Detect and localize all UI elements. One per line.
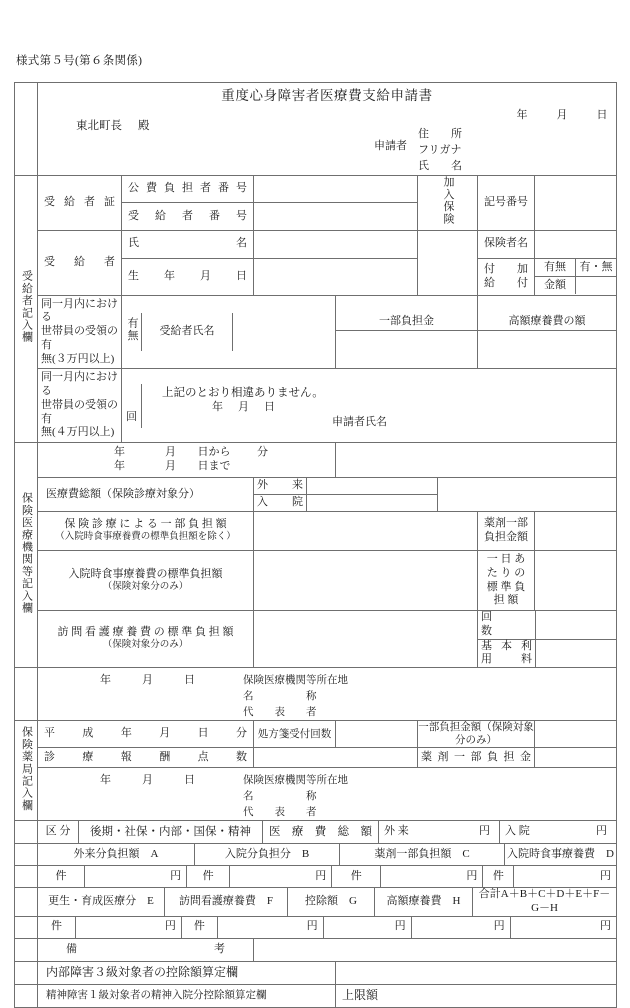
- summary-col-header: 控除額 G: [288, 888, 375, 916]
- count-basic-block: [478, 611, 617, 668]
- pharmacy-partial-burden-input[interactable]: [535, 721, 617, 748]
- public-payer-number-label-text: 公費負担者番号: [128, 182, 247, 195]
- high-cost-input[interactable]: [478, 331, 616, 352]
- per-day-input[interactable]: [535, 551, 617, 611]
- institution-period-row: [15, 443, 617, 478]
- per-day-line1: 一 日 あ た り の: [486, 553, 526, 579]
- header-day-label: 日: [596, 109, 609, 121]
- basic-fee-label: 基 本 利 用 料: [478, 639, 536, 667]
- additional-benefit-label-text: 付 加 給 付: [484, 262, 539, 289]
- remarks-input[interactable]: [254, 938, 617, 961]
- inpatient-input[interactable]: [307, 495, 438, 512]
- recipient-number-label: [122, 203, 254, 230]
- period-to-day: 日まで: [197, 460, 231, 473]
- recipient-number-label-text: 受給者番号: [128, 209, 247, 222]
- certify-text-area: [142, 384, 617, 428]
- remarks-label: [38, 938, 254, 961]
- meal-standard-row: [15, 551, 617, 611]
- summary-count-cell[interactable]: 件: [332, 866, 381, 887]
- high-cost-block: [478, 295, 617, 369]
- summary-col-header: 入院分負担分 B: [195, 844, 340, 865]
- drug-partial-input[interactable]: [535, 512, 617, 551]
- applicant-label: 申請者: [374, 140, 407, 152]
- header-month-label: 月: [556, 109, 569, 121]
- summary-col-header: 更生・育成医療分 E: [38, 888, 165, 916]
- efgh-value-inner-row: [38, 917, 616, 938]
- outpatient-label: 外 来: [254, 478, 307, 495]
- header-left-spacer: [15, 83, 38, 176]
- certify-statement: 上記のとおり相違ありません。: [162, 386, 324, 399]
- pharmacy-row-2: [15, 748, 617, 768]
- pharmacy-points-label: [38, 748, 254, 768]
- summary-inpatient-cell[interactable]: [500, 821, 617, 843]
- summary-abcd-header-row: [15, 844, 617, 866]
- public-payer-number-input[interactable]: [254, 176, 418, 203]
- pharmacy-date-text: [38, 727, 253, 741]
- drug-partial-label: [478, 512, 535, 551]
- period-from-line: [38, 446, 335, 460]
- household-3man-label: [38, 295, 122, 369]
- summary-outpatient-unit: 円: [479, 825, 490, 838]
- pharmacy-drug-partial-input[interactable]: [535, 748, 617, 768]
- summary-inpatient-unit: 円: [596, 825, 608, 838]
- total-medical-extra[interactable]: [438, 478, 617, 511]
- institution-footer-row: [15, 668, 617, 721]
- certify-block: [122, 369, 617, 443]
- sidebar-label-recipient: [15, 176, 38, 443]
- additional-benefit-values: [535, 258, 617, 295]
- summary-col-header: 薬剤一部負担額 C: [340, 844, 505, 865]
- summary-efgh-header-row: [15, 888, 617, 917]
- public-payer-number-label: [122, 176, 254, 203]
- partial-burden-block: [336, 295, 478, 369]
- period-value-input[interactable]: [336, 443, 617, 478]
- prescription-count-label: 処方箋受付回数: [254, 721, 336, 748]
- summary-abcd-header: [38, 844, 617, 866]
- pharmacy-points-label-text: 診 療 報 酬 点 数: [44, 750, 247, 763]
- recipient-cert-label: [38, 176, 122, 231]
- summary-outpatient-label: 外 来: [384, 825, 409, 838]
- institution-name-label: 名 称: [243, 690, 317, 702]
- partial-burden-line2: （入院時食事療養費の標準負担額を除く）: [55, 532, 236, 542]
- summary-count-cell[interactable]: 件: [187, 866, 230, 887]
- prescription-count-input[interactable]: [336, 721, 418, 748]
- summary-outpatient-cell[interactable]: [379, 821, 500, 843]
- pharmacy-date-line: [38, 721, 254, 748]
- insurer-name-label: 保険者名: [478, 230, 535, 258]
- total-medical-label: 医療費総額（保険診療対象分）: [38, 478, 254, 512]
- household-3man-line3: 無(３万円以上): [41, 352, 115, 365]
- summary-inpatient-label: 入 院: [505, 825, 530, 838]
- recipient-name-field-input[interactable]: [233, 313, 336, 332]
- period-to-year: 年: [114, 460, 125, 473]
- birthdate-input[interactable]: [254, 258, 418, 295]
- header-year-label: 年: [516, 109, 529, 121]
- summary-yen-cell[interactable]: 円: [600, 920, 612, 933]
- insurance-vertical-label-2: [418, 230, 478, 295]
- summary-abcd-value-row: [15, 866, 617, 888]
- summary-count-cell[interactable]: 件: [483, 866, 514, 887]
- pharmacy-bun: 分: [236, 727, 248, 740]
- applicant-address-label: 住 所: [418, 128, 462, 140]
- form-number: 様式第５号(第６条関係): [16, 55, 143, 67]
- mental-grade1-row: [15, 984, 617, 1007]
- partial-burden-amount-input[interactable]: [254, 512, 478, 551]
- addressee-line: [76, 119, 150, 133]
- symbol-number-label: 記号番号: [478, 176, 535, 231]
- period-to-month: 月: [165, 460, 176, 473]
- institution-footer-year: 年: [100, 674, 111, 687]
- recipient-cert-label-text: 受給者証: [44, 195, 115, 208]
- presence-label: 有無: [535, 259, 576, 277]
- summary-col-header: 訪問看護療養費 F: [165, 888, 288, 916]
- household-4man-label: [38, 369, 122, 443]
- institution-rep-label: 代 表 者: [243, 706, 317, 718]
- kai-label[interactable]: 回: [122, 384, 142, 428]
- period-from-month: 月: [165, 446, 176, 459]
- header-row: [15, 83, 617, 176]
- insurance-vertical-label-text: 加入保険: [441, 176, 454, 225]
- total-medical-row: [15, 478, 617, 512]
- header-date-line: [517, 109, 609, 123]
- recipient-row-name: [15, 230, 617, 258]
- pharmacy-name-label: 名 称: [243, 791, 317, 803]
- certify-applicant-name: 申請者氏名: [332, 415, 387, 428]
- meal-standard-line1: 入院時食事療養費の標準負担額: [68, 567, 223, 580]
- visit-nursing-desc: [38, 611, 254, 668]
- summary-yen-cell[interactable]: 円: [217, 917, 323, 938]
- pharmacy-era: 平成: [44, 727, 121, 740]
- pharmacy-footer-year: 年: [100, 774, 111, 787]
- u-mu-vertical-label-text[interactable]: 有無: [125, 317, 138, 342]
- per-day-line2: 標 準 負 担 額: [486, 580, 526, 607]
- drug-partial-line1: 薬剤一部: [484, 517, 528, 530]
- basic-fee-input[interactable]: [536, 639, 617, 667]
- internal-grade3-input[interactable]: [336, 961, 617, 984]
- certify-month: 月: [238, 400, 249, 413]
- meal-standard-input[interactable]: [254, 551, 478, 611]
- applicant-name-label: 氏 名: [418, 159, 462, 172]
- summary-efgh-values: [38, 916, 617, 938]
- upper-limit-label: 上限額: [342, 988, 379, 1003]
- sidebar-label-pharmacy-text: 保険薬局記入欄: [20, 725, 33, 812]
- amount-label: 金額: [535, 277, 576, 295]
- internal-grade3-row: [15, 961, 617, 984]
- summary-yen-cell[interactable]: 円: [85, 866, 187, 887]
- pharmacy-address-label: 保険医療機関等所在地: [243, 775, 348, 787]
- pharmacy-footer-date: [100, 774, 195, 788]
- pharmacy-footer-day: 日: [184, 774, 195, 787]
- summary-yen-cell[interactable]: 円: [323, 917, 411, 938]
- drug-partial-line2: 負担金額: [484, 531, 528, 544]
- institution-address-label: 保険医療機関等所在地: [243, 675, 348, 687]
- additional-benefit-label: [478, 258, 539, 295]
- mental-grade1-label: 精神障害１級対象者の精神入院分控除額算定欄: [38, 984, 336, 1007]
- household-3man-line2: 世帯員の受領の有: [41, 325, 118, 351]
- period-from-day: 日から: [197, 446, 231, 459]
- institution-footer-date: [100, 674, 195, 688]
- summary-classification-block: [38, 821, 617, 844]
- sidebar-label-recipient-text: 受給者記入欄: [20, 270, 33, 344]
- upper-limit-cell[interactable]: [336, 984, 617, 1007]
- institution-footer-fields: [243, 673, 361, 720]
- pharmacy-drug-partial-label: [418, 748, 535, 768]
- internal-grade3-label: 内部障害３級対象者の控除額算定欄: [38, 961, 336, 984]
- household-4man-row: [15, 369, 617, 443]
- sidebar-label-pharmacy: [15, 721, 38, 821]
- recipient-name-label-text: 氏 名: [128, 237, 247, 250]
- abcd-header-inner-row: [38, 844, 616, 865]
- summary-efgh-value-row: [15, 916, 617, 938]
- insurance-vertical-label: [418, 176, 478, 231]
- partial-burden-desc: [38, 512, 254, 551]
- summary-count-cell[interactable]: 件: [181, 917, 217, 938]
- classification-value[interactable]: 後期・社保・内部・国保・精神: [79, 821, 263, 843]
- summary-classification-row: [15, 821, 617, 844]
- partial-burden-label: 一部負担金: [336, 312, 477, 331]
- recipient-label: [38, 230, 122, 295]
- summary-col-header: 外来分負担額 A: [38, 844, 195, 865]
- pharmacy-partial-burden-label: 一部負担金額（保険対象分のみ）: [418, 722, 534, 747]
- partial-burden-input[interactable]: [336, 331, 477, 352]
- summary-yen-cell[interactable]: 円: [411, 917, 510, 938]
- pharmacy-rep-label: 代 表 者: [243, 806, 317, 818]
- applicant-furigana-label: フリガナ: [418, 143, 462, 156]
- per-day-label: [478, 551, 535, 611]
- summary-col-header: 合計A＋B＋C＋D＋E＋F－G－H: [478, 888, 611, 915]
- birthdate-label: [122, 258, 254, 295]
- inpatient-label: 入 院: [254, 495, 307, 512]
- addressee-name: 東北町長: [76, 120, 122, 132]
- meal-standard-desc: [38, 551, 254, 611]
- pharmacy-points-input[interactable]: [254, 748, 418, 768]
- summary-yen-cell[interactable]: 円: [381, 866, 483, 887]
- meal-standard-line2: （保険対象分のみ）: [102, 581, 189, 592]
- remarks-label-text: 備 考: [66, 942, 225, 955]
- page-title: 重度心身障害者医療費支給申請書: [221, 88, 433, 103]
- pharmacy-year: 年: [120, 727, 160, 740]
- summary-yen-cell[interactable]: 円: [600, 869, 612, 882]
- recipient-number-input[interactable]: [254, 203, 418, 230]
- period-to-line: [38, 460, 335, 474]
- pharmacy-footer-month: 月: [142, 774, 153, 787]
- header-block: [38, 83, 617, 176]
- recipient-name-label: [122, 230, 254, 258]
- recipient-label-text: 受給者: [44, 255, 115, 268]
- visit-nursing-line1: 訪 問 看 護 療 養 費 の 標 準 負 担 額: [57, 626, 234, 639]
- sidebar-label-institution: [15, 443, 38, 668]
- recipient-name-field-input-2[interactable]: [233, 332, 336, 351]
- pharmacy-day: 日: [197, 727, 237, 740]
- recipient-name-input[interactable]: [254, 230, 418, 258]
- remarks-row: [15, 938, 617, 961]
- amount-input[interactable]: [576, 277, 617, 295]
- summary-abcd-values: [38, 866, 617, 888]
- summary-yen-cell[interactable]: 円: [230, 866, 332, 887]
- birthdate-label-text: 生 年 月 日: [128, 269, 247, 282]
- certify-date-line: [212, 401, 275, 415]
- partial-burden-row: [15, 512, 617, 551]
- certify-year: 年: [212, 400, 223, 413]
- outpatient-input[interactable]: [307, 478, 438, 495]
- summary-count-cell[interactable]: 件: [38, 866, 85, 887]
- institution-footer-day: 日: [184, 674, 195, 687]
- presence-value[interactable]: 有・無: [576, 259, 617, 277]
- summary-yen-cell[interactable]: 円: [76, 917, 182, 938]
- applicant-block: [374, 127, 474, 175]
- u-mu-vertical-label: [122, 313, 142, 351]
- household-3man-line1: 同一月内における: [41, 297, 118, 324]
- household-3man-row: [15, 295, 617, 369]
- visit-nursing-row: [15, 611, 617, 668]
- household-4man-line3: 無(４万円以上): [41, 426, 115, 439]
- count-input[interactable]: [536, 611, 617, 639]
- pharmacy-footer-row: [15, 768, 617, 821]
- classification-label: 区 分: [38, 821, 79, 843]
- high-cost-label: 高額療養費の額: [478, 312, 616, 331]
- sidebar-label-institution-text: 保険医療機関等記入欄: [20, 491, 33, 614]
- visit-nursing-line2: （保険対象分のみ）: [102, 640, 189, 650]
- insurer-name-input[interactable]: [535, 230, 617, 258]
- summary-col-header: 入院時食事療養費 D: [507, 847, 614, 860]
- period-from-year: 年: [114, 446, 125, 459]
- institution-footer: [38, 668, 617, 721]
- household-3man-fields: [122, 295, 336, 369]
- summary-total-medical-label: 医 療 費 総 額: [263, 821, 379, 843]
- household-4man-line1: 同一月内における: [41, 371, 118, 398]
- symbol-number-input[interactable]: [535, 176, 617, 231]
- efgh-header-inner-row: [38, 888, 616, 916]
- addressee-honorific: 殿: [138, 120, 150, 132]
- pharmacy-footer: [38, 768, 617, 821]
- application-form-table: [14, 82, 617, 1008]
- certify-day: 日: [264, 400, 275, 413]
- pharmacy-drug-partial-label-text: 薬 剤 一 部 負 担 金: [421, 750, 531, 763]
- recipient-name-field-label: 受給者氏名: [142, 313, 233, 351]
- recipient-row-public-number: [15, 176, 617, 203]
- pharmacy-month: 月: [159, 727, 198, 740]
- summary-count-cell[interactable]: 件: [38, 917, 76, 938]
- partial-burden-line1: 保 険 診 療 に よ る 一 部 負 担 額: [64, 518, 227, 531]
- period-block: [38, 443, 336, 478]
- period-bun: 分: [257, 446, 268, 459]
- household-4man-line2: 世帯員の受領の有: [41, 398, 118, 425]
- institution-footer-month: 月: [142, 674, 153, 687]
- pharmacy-row-1: [15, 721, 617, 748]
- pharmacy-footer-fields: [243, 773, 361, 820]
- summary-efgh-header: [38, 888, 617, 917]
- abcd-value-inner-row: [38, 866, 616, 887]
- total-medical-values: [254, 478, 617, 512]
- visit-nursing-input[interactable]: [254, 611, 478, 668]
- count-label: 回 数: [478, 611, 536, 639]
- summary-col-header: 高額療養費 H: [375, 888, 473, 916]
